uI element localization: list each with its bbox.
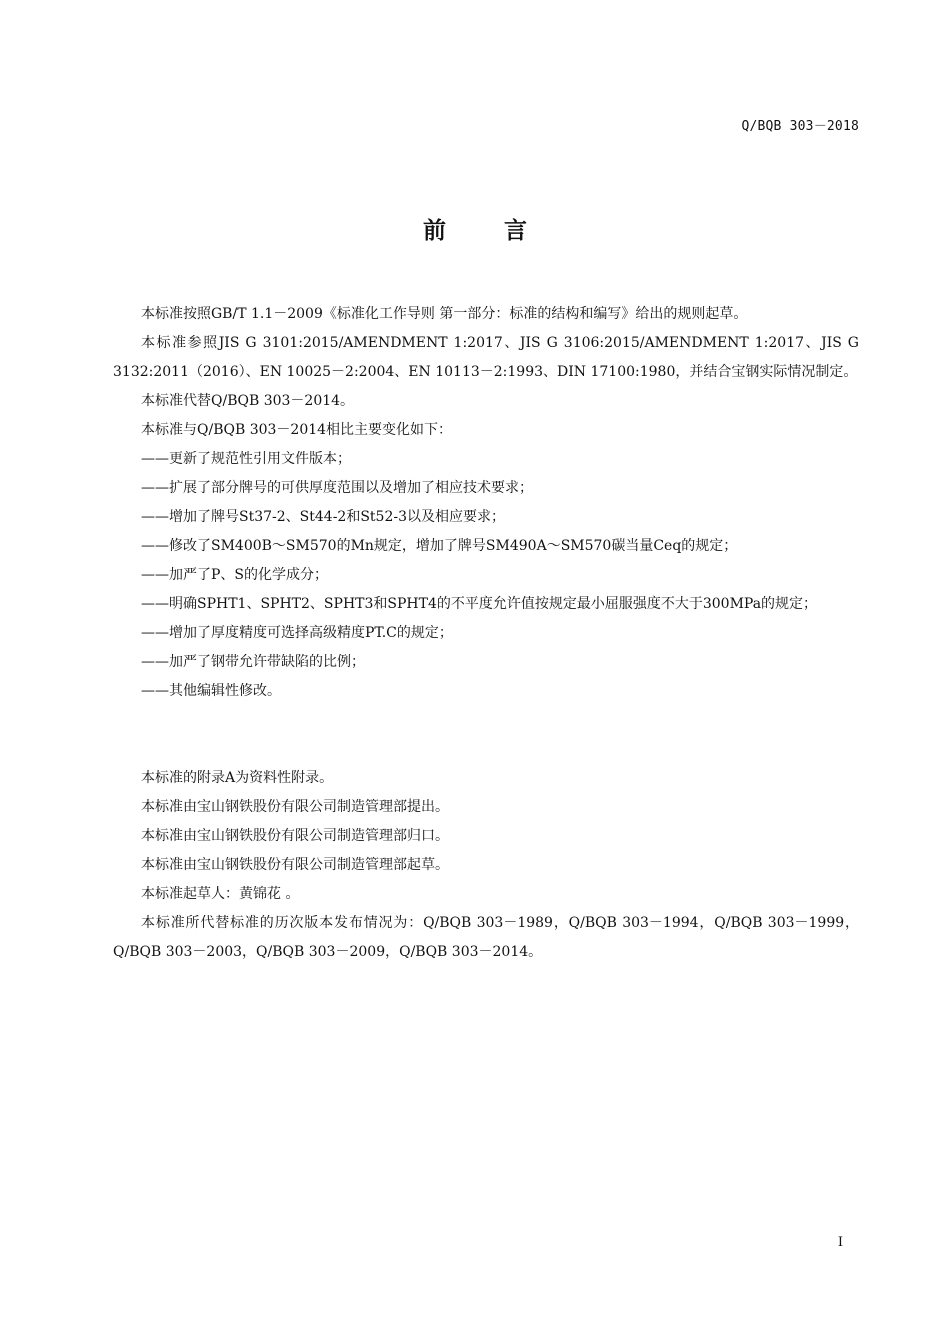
change-item: ——扩展了部分牌号的可供厚度范围以及增加了相应技术要求； (141, 480, 533, 496)
paragraph-drafting-rules: 本标准按照GB/T 1.1－2009《标准化工作导则 第一部分：标准的结构和编写》给出的规则起草。 (141, 306, 748, 322)
foreword-body (113, 300, 859, 967)
paragraph-replaces: 本标准代替Q/BQB 303－2014。 (141, 393, 355, 409)
page-title (0, 212, 950, 245)
document-number-header: Q/BQB 303－2018 (741, 119, 859, 134)
change-item: ——更新了规范性引用文件版本； (141, 451, 351, 467)
paragraph-version-history: 本标准所代替标准的历次版本发布情况为：Q/BQB 303－1989，Q/BQB 303－1994，Q/BQB 303－1999，Q/BQB 303－2003，Q/BQB 303－2009，Q/BQB 303－2014。 (113, 915, 859, 960)
page-title-char-1: 前 (423, 218, 446, 244)
change-item: ——增加了牌号St37-2、St44-2和St52-3以及相应要求； (141, 509, 506, 525)
paragraph-drafter: 本标准起草人：黄锦花 。 (141, 886, 300, 902)
change-item: ——加严了P、S的化学成分； (141, 567, 329, 583)
change-item: ——增加了厚度精度可选择高级精度PT.C的规定； (141, 625, 453, 641)
paragraph-proposed-by: 本标准由宝山钢铁股份有限公司制造管理部提出。 (141, 799, 449, 815)
change-item: ——其他编辑性修改。 (141, 683, 281, 699)
change-item: ——明确SPHT1、SPHT2、SPHT3和SPHT4的不平度允许值按规定最小屈服强度不大于300MPa的规定； (141, 596, 818, 612)
change-item: ——修改了SM400B～SM570的Mn规定，增加了牌号SM490A～SM570碳当量Ceq的规定； (141, 538, 738, 554)
page-title-char-2: 言 (504, 218, 527, 244)
paragraph-appendix: 本标准的附录A为资料性附录。 (141, 770, 334, 786)
change-item: ——加严了钢带允许带缺陷的比例； (141, 654, 365, 670)
paragraph-references: 本标准参照JIS G 3101:2015/AMENDMENT 1:2017、JIS G 3106:2015/AMENDMENT 1:2017、JIS G 3132:2011（2016）、EN 10025－2:2004、EN 10113－2:1993、DIN 17100:1980，并结合宝钢实际情况制定。 (113, 335, 859, 380)
paragraph-changes-intro: 本标准与Q/BQB 303－2014相比主要变化如下： (141, 422, 453, 438)
paragraph-managed-by: 本标准由宝山钢铁股份有限公司制造管理部归口。 (141, 828, 449, 844)
page-number: I (837, 1235, 843, 1250)
paragraph-drafted-by: 本标准由宝山钢铁股份有限公司制造管理部起草。 (141, 857, 449, 873)
